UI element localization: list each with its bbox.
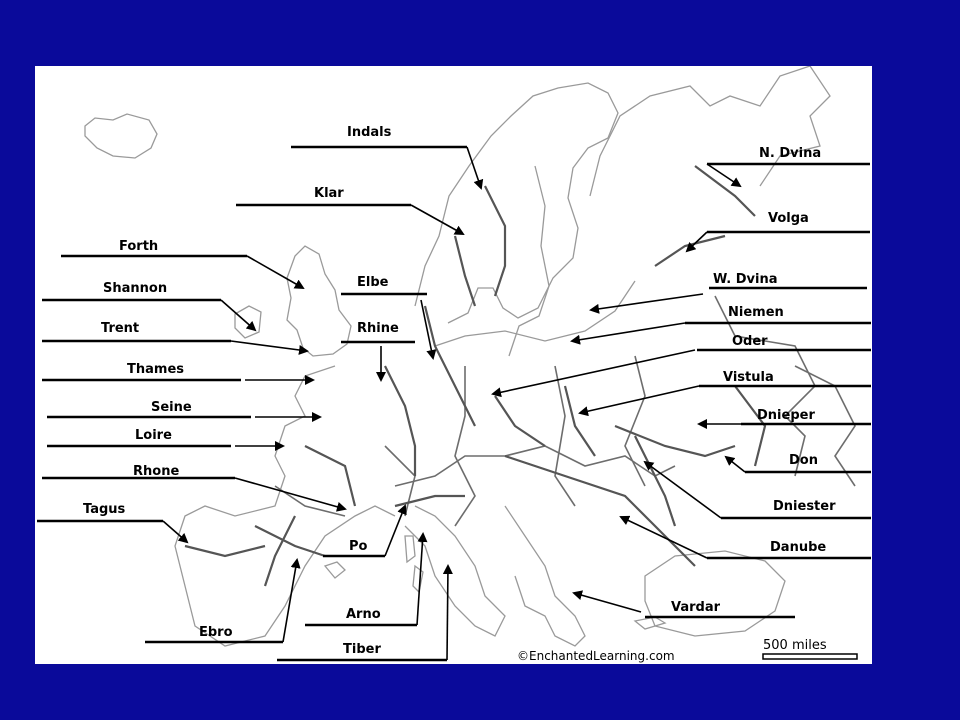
river-label-oder: Oder — [732, 334, 768, 349]
river-label-thames: Thames — [127, 362, 184, 377]
river-label-indals: Indals — [347, 125, 392, 140]
river-label-vistula: Vistula — [723, 370, 774, 385]
map-panel — [35, 66, 872, 664]
river-label-tagus: Tagus — [83, 502, 126, 517]
river-label-forth: Forth — [119, 239, 159, 254]
river-label-ebro: Ebro — [199, 625, 233, 640]
river-label-arno: Arno — [346, 607, 381, 622]
river-label-klar: Klar — [314, 186, 344, 201]
river-label-w-dvina: W. Dvina — [713, 272, 778, 287]
river-label-tiber: Tiber — [343, 642, 381, 657]
europe-rivers-map — [35, 66, 872, 664]
river-label-dnieper: Dnieper — [757, 408, 815, 423]
scale-label: 500 miles — [763, 638, 827, 653]
river-label-loire: Loire — [135, 428, 172, 443]
credit-text: ©EnchantedLearning.com — [517, 649, 675, 663]
river-label-danube: Danube — [770, 540, 827, 555]
river-labels — [37, 125, 871, 660]
river-label-n-dvina: N. Dvina — [759, 146, 822, 161]
river-label-rhone: Rhone — [133, 464, 180, 479]
scale-bar — [763, 654, 857, 659]
river-label-vardar: Vardar — [671, 600, 721, 615]
rivers-drawn — [185, 166, 765, 586]
river-label-rhine: Rhine — [357, 321, 399, 336]
river-label-elbe: Elbe — [357, 275, 389, 290]
river-label-don: Don — [789, 453, 818, 468]
river-label-dniester: Dniester — [773, 499, 836, 514]
river-label-volga: Volga — [768, 211, 809, 226]
river-label-shannon: Shannon — [103, 281, 168, 296]
river-label-seine: Seine — [151, 400, 192, 415]
river-label-po: Po — [349, 539, 368, 554]
river-label-trent: Trent — [101, 321, 140, 336]
river-label-niemen: Niemen — [728, 305, 784, 320]
